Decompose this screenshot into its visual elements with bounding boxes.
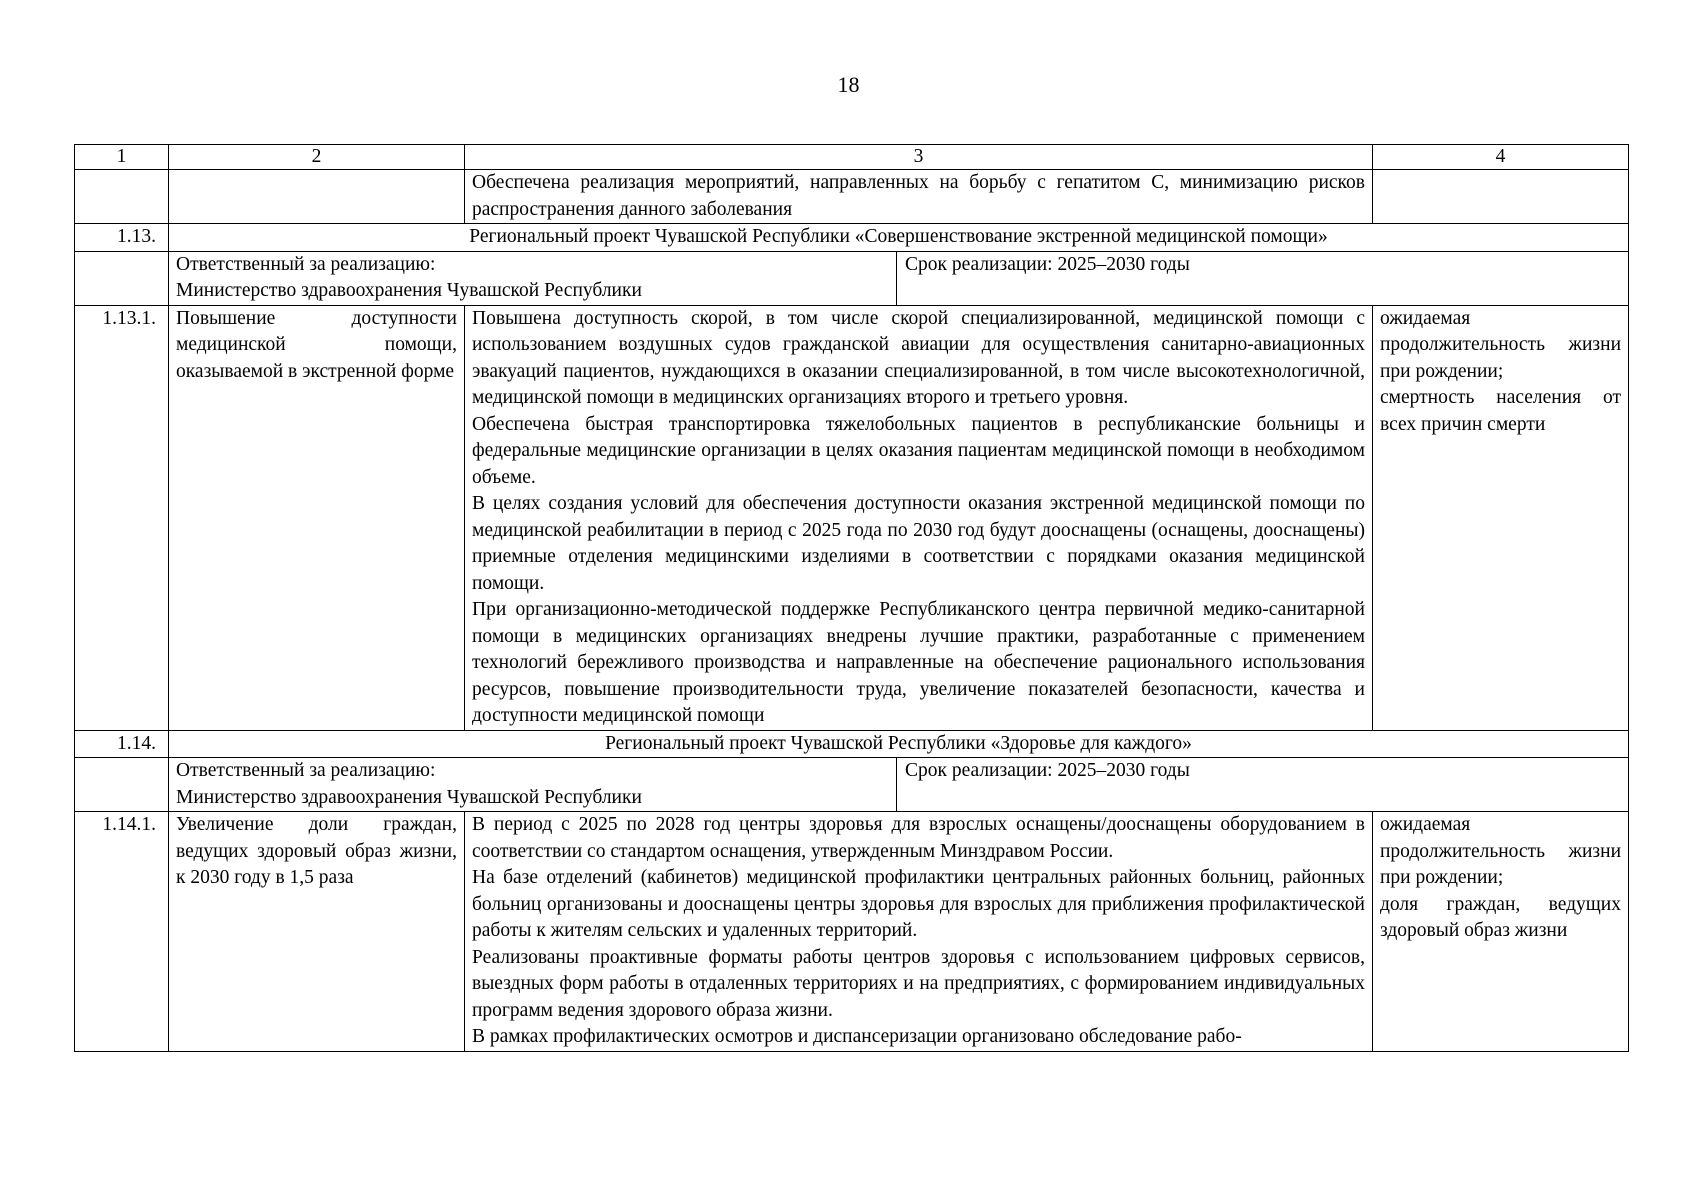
section-114-responsible-row <box>75 758 1629 812</box>
responsible-org: Министерство здравоохранения Чувашской Республики <box>176 786 642 808</box>
result-paragraph: Повышена доступность скорой, в том числе скорой специализированной, медицинской помощи с использованием воздушных судов гражданской авиации для осуществления санитарно-авиационных эвакуаций пациентов, нуждающихся в оказании специализированной, в том числе высокотехнологичной, медицинской помощи в медицинских организациях второго и третьего уровня. <box>472 307 1365 408</box>
section-113-responsible-cell <box>169 251 1629 305</box>
empty-cell <box>75 170 169 224</box>
indicator: ожидаемая продолжительность жизни при рождении; <box>1380 307 1621 382</box>
item-1141-results <box>465 812 1373 1052</box>
item-1131-task: Повышение доступности медицинской помощи, оказываемой в экстренной форме <box>169 305 465 730</box>
section-114-title-row <box>75 730 1629 758</box>
item-1141-indicators <box>1373 812 1629 1052</box>
empty-cell <box>75 758 169 812</box>
responsible-org: Министерство здравоохранения Чувашской Республики <box>176 280 642 301</box>
section-114-number: 1.14. <box>75 730 169 758</box>
section-113-title: Региональный проект Чувашской Республики «Совершенствование экстренной медицинской помощи» <box>169 224 1629 252</box>
result-paragraph: В целях создания условий для обеспечения доступности оказания экстренной медицинской помощи по медицинской реабилитации в период с 2025 года по 2030 год будут дооснащены (оснащены, дооснащены) приемные отделения медицинскими изделиями в соответствии с порядками оказания медицинской помощи. <box>472 493 1365 594</box>
result-paragraph: При организационно-методической поддержке Республиканского центра первичной медико-санитарной помощи в медицинских организациях внедрены лучшие практики, разработанные с применением технологий бережливого производства и направленные на обеспечение рационального использования ресурсов, повышение производительности труда, увеличение показателей безопасности, качества и доступности медицинской помощи <box>472 599 1365 726</box>
result-paragraph: В рамках профилактических осмотров и диспансеризации организовано обследование рабо- <box>472 1026 1242 1047</box>
empty-cell <box>169 170 465 224</box>
section-113-number: 1.13. <box>75 224 169 252</box>
result-paragraph: Реализованы проактивные форматы работы центров здоровья с использованием цифровых сервисов, выездных форм работы в отдаленных территориях и на предприятиях, с формированием индивидуальных программ ведения здорового образа жизни. <box>472 946 1365 1021</box>
section-114-title: Региональный проект Чувашской Республики «Здоровье для каждого» <box>169 730 1629 758</box>
item-1131-row <box>75 305 1629 730</box>
implementation-term: Срок реализации: 2025–2030 годы <box>896 758 1628 811</box>
indicator: ожидаемая продолжительность жизни при рождении; <box>1380 814 1621 888</box>
result-paragraph: В период с 2025 по 2028 год центры здоровья для взрослых оснащены/дооснащены оборудованием в соответствии со стандартом оснащения, утвержденным Минздравом России. <box>472 814 1365 862</box>
section-113-title-row <box>75 224 1629 252</box>
column-header-4: 4 <box>1373 145 1629 170</box>
responsible-label: Ответственный за реализацию: <box>176 760 436 781</box>
empty-cell <box>1373 170 1629 224</box>
result-paragraph: Обеспечена быстрая транспортировка тяжелобольных пациентов в республиканские больницы и федеральные медицинские организации в целях оказания пациентам медицинской помощи в необходимом объеме. <box>472 413 1365 488</box>
continued-row <box>75 170 1629 224</box>
item-1131-indicators <box>1373 305 1629 730</box>
responsible-label: Ответственный за реализацию: <box>176 253 436 275</box>
result-paragraph: На базе отделений (кабинетов) медицинской профилактики центральных районных больниц, районных больниц организованы и дооснащены центры здоровья для взрослых для приближения профилактической работы к жителям сельских и удаленных территорий. <box>472 867 1365 941</box>
column-header-row <box>75 145 1629 170</box>
item-1131-number: 1.13.1. <box>75 305 169 730</box>
column-header-1: 1 <box>75 145 169 170</box>
section-114-responsible-cell <box>169 758 1629 812</box>
item-1141-task: Увеличение доли граждан, ведущих здоровый образ жизни, к 2030 году в 1,5 раза <box>169 812 465 1052</box>
implementation-term: Срок реализации: 2025–2030 годы <box>896 252 1628 305</box>
column-header-2: 2 <box>169 145 465 170</box>
continued-result-text: Обеспечена реализация мероприятий, направленных на борьбу с гепатитом С, минимизацию рисков распространения данного заболевания <box>465 170 1373 224</box>
empty-cell <box>75 251 169 305</box>
page-number: 18 <box>837 72 860 97</box>
item-1141-row <box>75 812 1629 1052</box>
section-113-responsible-row <box>75 251 1629 305</box>
item-1141-number: 1.14.1. <box>75 812 169 1052</box>
column-header-3: 3 <box>465 145 1373 170</box>
program-table <box>74 144 1629 1052</box>
indicator: доля граждан, ведущих здоровый образ жизни <box>1380 893 1621 941</box>
item-1131-results <box>465 305 1373 730</box>
indicator: смертность населения от всех причин смерти <box>1380 387 1621 435</box>
